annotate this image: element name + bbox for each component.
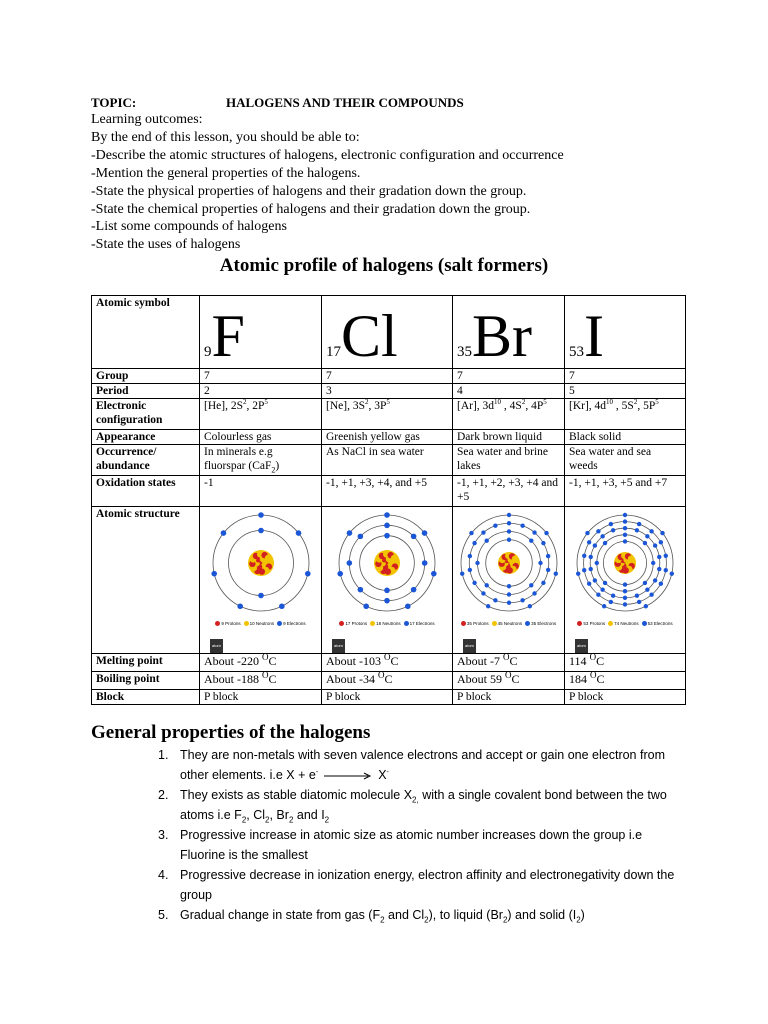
block-cell: P block <box>322 690 453 705</box>
electron <box>520 598 524 602</box>
electron <box>670 571 674 575</box>
atom-legend <box>457 617 560 631</box>
electron <box>546 568 550 572</box>
period-cell: 3 <box>322 384 453 399</box>
electron <box>582 554 586 558</box>
electron <box>422 530 428 536</box>
proton-dot <box>339 621 344 626</box>
block-cell: P block <box>453 690 565 705</box>
electron <box>258 593 264 599</box>
table-row <box>92 507 686 654</box>
electron <box>520 523 524 527</box>
config-cell: [Ne], $3S^2$, $3P^5$ <box>322 399 453 430</box>
block-cell: P block <box>565 690 686 705</box>
electron <box>554 571 558 575</box>
electron <box>507 601 511 605</box>
atom-diagram <box>457 511 561 615</box>
electron <box>582 568 586 572</box>
boiling-cell: About 59 $^O$C <box>453 672 565 690</box>
table-row <box>92 690 686 705</box>
symbol-cell: 53 I <box>565 296 686 369</box>
symbol-cell: 17 Cl <box>322 296 453 369</box>
table-row <box>92 654 686 672</box>
electron <box>623 539 627 543</box>
atom-badge: atom <box>332 639 345 653</box>
row-label-config: Electronic configuration <box>92 399 200 430</box>
electron <box>609 522 613 526</box>
nucleon <box>506 567 512 573</box>
nucleon <box>622 567 628 573</box>
electron <box>664 554 668 558</box>
electron <box>623 533 627 537</box>
group-cell: 7 <box>565 369 686 384</box>
group-cell: 7 <box>453 369 565 384</box>
list-item: 1. They are non-metals with seven valence electrons and accept or gain one electron from other elements. i.e X + e- X- <box>158 748 665 782</box>
topic-line <box>91 95 464 111</box>
electron <box>541 541 545 545</box>
electron <box>623 589 627 593</box>
legend-electrons: 35 Electrons <box>525 617 556 631</box>
outcomes-heading: Learning outcomes: <box>91 112 203 127</box>
element-symbol: Cl <box>341 303 398 369</box>
neutron-dot <box>608 621 613 626</box>
electron <box>358 534 364 540</box>
electron <box>623 519 627 523</box>
electron <box>623 526 627 530</box>
topic-label: TOPIC: <box>91 95 137 110</box>
oxidation-cell: -1, +1, +3, +5 and +7 <box>565 476 686 507</box>
electron <box>649 593 653 597</box>
proton-dot <box>215 621 220 626</box>
atom-badge: atom <box>463 639 476 653</box>
electron <box>593 543 597 547</box>
neutron-dot <box>244 621 249 626</box>
occurrence-cell: In minerals e.g fluorspar (CaF$_2$) <box>200 445 322 476</box>
boiling-cell: About -34 $^O$C <box>322 672 453 690</box>
electron <box>596 593 600 597</box>
electron <box>211 571 217 577</box>
element-symbol: Br <box>472 303 532 369</box>
electron-dot <box>277 621 282 626</box>
melting-cell: 114 $^O$C <box>565 654 686 672</box>
row-label-period: Period <box>92 384 200 399</box>
row-label-appearance: Appearance <box>92 430 200 445</box>
electron <box>481 530 485 534</box>
electron <box>532 591 536 595</box>
electron <box>485 583 489 587</box>
electron <box>660 531 664 535</box>
electron <box>653 543 657 547</box>
electron <box>532 530 536 534</box>
general-properties-list <box>150 745 680 925</box>
outcome-item: -State the physical properties of halogens and their gradation down the group. <box>91 183 527 199</box>
oxidation-cell: -1 <box>200 476 322 507</box>
row-label-block: Block <box>92 690 200 705</box>
occurrence-cell: As NaCl in sea water <box>322 445 453 476</box>
period-cell: 5 <box>565 384 686 399</box>
boiling-cell: 184 $^O$C <box>565 672 686 690</box>
row-label-boiling: Boiling point <box>92 672 200 690</box>
electron <box>544 531 548 535</box>
outcome-item: -Describe the atomic structures of halogens, electronic configuration and occurrence <box>91 147 564 163</box>
outcome-item: -Mention the general properties of the halogens. <box>91 165 361 181</box>
list-item: 4. Progressive decrease in ionization energy, electron affinity and electronegativity down the group <box>158 868 675 902</box>
electron <box>589 555 593 559</box>
electron <box>220 530 226 536</box>
atom-legend <box>326 617 448 631</box>
electron <box>623 596 627 600</box>
electron <box>589 567 593 571</box>
atom-badge: atom <box>575 639 588 653</box>
electron <box>546 554 550 558</box>
boiling-cell: About -188 $^O$C <box>200 672 322 690</box>
list-item: 2. They exists as stable diatomic molecule $X_{2,}$ with a single covalent bond between the two atoms i.e $F_2$, $Cl_2$, $Br_2$ and $I_2$ <box>158 788 667 825</box>
period-cell: 4 <box>453 384 565 399</box>
legend-protons: 9 Protons <box>215 617 240 631</box>
legend-neutrons: 45 Neutrons <box>492 617 523 631</box>
electron <box>651 561 655 565</box>
nucleon <box>258 568 264 574</box>
table-row <box>92 430 686 445</box>
structure-cell <box>565 507 686 654</box>
electron <box>603 581 607 585</box>
electron <box>347 560 353 566</box>
legend-electrons: 53 Electrons <box>642 617 673 631</box>
electron <box>541 581 545 585</box>
outcomes-intro: By the end of this lesson, you should be able to: <box>91 129 360 145</box>
oxidation-cell: -1, +1, +3, +4, and +5 <box>322 476 453 507</box>
general-properties-title: General properties of the halogens <box>91 722 371 743</box>
list-item: 3. Progressive increase in atomic size as atomic number increases down the group i.e Fluorine is the smallest <box>158 828 643 862</box>
electron-dot <box>642 621 647 626</box>
outcome-item: -State the uses of halogens <box>91 237 241 253</box>
electron <box>468 554 472 558</box>
outcome-item: -List some compounds of halogens <box>91 219 287 235</box>
electron <box>384 512 390 518</box>
row-label-group: Group <box>92 369 200 384</box>
row-label-symbol: Atomic symbol <box>92 296 200 369</box>
electron <box>493 598 497 602</box>
melting-cell: About -220 $^O$C <box>200 654 322 672</box>
electron <box>623 513 627 517</box>
block-cell: P block <box>200 690 322 705</box>
electron <box>528 604 532 608</box>
electron <box>507 592 511 596</box>
table-row <box>92 369 686 384</box>
electron <box>304 571 310 577</box>
table-row <box>92 296 686 369</box>
electron <box>384 523 390 529</box>
electron <box>645 534 649 538</box>
occurrence-cell: Sea water and sea weeds <box>565 445 686 476</box>
electron <box>507 529 511 533</box>
row-label-occurrence: Occurrence/ abundance <box>92 445 200 476</box>
electron <box>468 568 472 572</box>
electron <box>529 583 533 587</box>
row-label-melting: Melting point <box>92 654 200 672</box>
table-row <box>92 445 686 476</box>
neutron-dot <box>370 621 375 626</box>
proton-dot <box>461 621 466 626</box>
electron <box>431 571 437 577</box>
period-cell: 2 <box>200 384 322 399</box>
electron-dot <box>404 621 409 626</box>
electron <box>645 587 649 591</box>
list-item: 5. Gradual change in state from gas ($F_2$ and $Cl_2$), to liquid $(Br_2)$ and solid $(I_2)$ <box>158 908 585 925</box>
electron <box>507 513 511 517</box>
electron <box>538 561 542 565</box>
profile-title: Atomic profile of halogens (salt formers) <box>219 255 549 276</box>
electron <box>637 600 641 604</box>
atom-legend <box>204 617 317 631</box>
appearance-cell: Dark brown liquid <box>453 430 565 445</box>
structure-cell <box>200 507 322 654</box>
electron <box>295 530 301 536</box>
electron <box>411 534 417 540</box>
electron <box>384 533 390 539</box>
electron <box>472 581 476 585</box>
table-row <box>92 476 686 507</box>
electron <box>337 571 343 577</box>
nucleon <box>385 568 391 574</box>
structure-cell <box>453 507 565 654</box>
electron <box>657 567 661 571</box>
legend-electrons: 17 Electrons <box>404 617 435 631</box>
electron <box>600 587 604 591</box>
electron <box>596 529 600 533</box>
row-label-structure: Atomic structure <box>92 507 200 654</box>
element-symbol: F <box>211 303 245 369</box>
electron <box>659 540 663 544</box>
electron <box>653 578 657 582</box>
electron <box>600 534 604 538</box>
legend-protons: 17 Protons <box>339 617 367 631</box>
table-row <box>92 672 686 690</box>
atom-diagram <box>205 511 317 615</box>
appearance-cell: Colourless gas <box>200 430 322 445</box>
electron <box>529 539 533 543</box>
electron <box>237 603 243 609</box>
electron <box>637 522 641 526</box>
table-row <box>92 399 686 430</box>
electron <box>507 538 511 542</box>
electron <box>659 582 663 586</box>
electron <box>635 594 639 598</box>
symbol-cell: 9 F <box>200 296 322 369</box>
oxidation-cell: -1, +1, +2, +3, +4 and +5 <box>453 476 565 507</box>
electron-dot <box>525 621 530 626</box>
electron <box>643 581 647 585</box>
appearance-cell: Greenish yellow gas <box>322 430 453 445</box>
neutron-dot <box>492 621 497 626</box>
arrow-right-icon <box>324 772 372 780</box>
electron <box>384 588 390 594</box>
outcome-item: -State the chemical properties of halogens and their gradation down the group. <box>91 201 531 217</box>
electron <box>593 578 597 582</box>
electron <box>469 531 473 535</box>
electron <box>595 561 599 565</box>
electron <box>603 541 607 545</box>
group-cell: 7 <box>322 369 453 384</box>
legend-neutrons: 18 Neutrons <box>370 617 401 631</box>
atom-legend <box>569 617 681 631</box>
group-cell: 7 <box>200 369 322 384</box>
electron <box>623 602 627 606</box>
electron <box>422 560 428 566</box>
electron <box>609 600 613 604</box>
atom-diagram <box>569 511 681 615</box>
table-row <box>92 384 686 399</box>
legend-neutrons: 10 Neutrons <box>244 617 275 631</box>
electron <box>460 571 464 575</box>
legend-neutrons: 74 Neutrons <box>608 617 639 631</box>
electron <box>635 528 639 532</box>
config-cell: [He], $2S^2$, $2P^5$ <box>200 399 322 430</box>
electron <box>611 594 615 598</box>
electron <box>576 571 580 575</box>
topic-title: HALOGENS AND THEIR COMPOUNDS <box>226 95 464 110</box>
electron <box>587 582 591 586</box>
electron <box>611 528 615 532</box>
electron <box>623 582 627 586</box>
learning-outcomes <box>91 111 564 254</box>
structure-cell <box>322 507 453 654</box>
melting-cell: About -103 $^O$C <box>322 654 453 672</box>
row-label-oxidation: Oxidation states <box>92 476 200 507</box>
config-cell: [Ar], $3d^{10}$ , $4S^2$, $4P^5$ <box>453 399 565 430</box>
electron <box>664 568 668 572</box>
symbol-cell: 35 Br <box>453 296 565 369</box>
electron <box>507 521 511 525</box>
electron <box>649 529 653 533</box>
electron <box>644 604 648 608</box>
legend-electrons: 9 Electrons <box>277 617 306 631</box>
electron <box>493 523 497 527</box>
electron <box>475 561 479 565</box>
element-symbol: I <box>584 303 604 369</box>
occurrence-cell: Sea water and brine lakes <box>453 445 565 476</box>
halogen-profile-table <box>91 295 686 705</box>
appearance-cell: Black solid <box>565 430 686 445</box>
electron <box>358 587 364 593</box>
electron <box>602 604 606 608</box>
electron <box>587 540 591 544</box>
melting-cell: About -7 $^O$C <box>453 654 565 672</box>
config-cell: [Kr], $4d^{10}$ , $5S^2$, $5P^5$ <box>565 399 686 430</box>
electron <box>347 530 353 536</box>
electron <box>507 584 511 588</box>
atom-diagram <box>331 511 443 615</box>
electron <box>411 587 417 593</box>
atom-badge: atom <box>210 639 223 653</box>
electron <box>363 603 369 609</box>
legend-protons: 35 Protons <box>461 617 489 631</box>
electron <box>279 603 285 609</box>
legend-protons: 53 Protons <box>577 617 605 631</box>
electron <box>384 598 390 604</box>
proton-dot <box>577 621 582 626</box>
electron <box>258 528 264 534</box>
electron <box>486 604 490 608</box>
electron <box>258 512 264 518</box>
electron <box>405 603 411 609</box>
electron <box>657 555 661 559</box>
electron <box>485 539 489 543</box>
electron <box>481 591 485 595</box>
electron <box>643 541 647 545</box>
electron <box>585 531 589 535</box>
electron <box>472 541 476 545</box>
